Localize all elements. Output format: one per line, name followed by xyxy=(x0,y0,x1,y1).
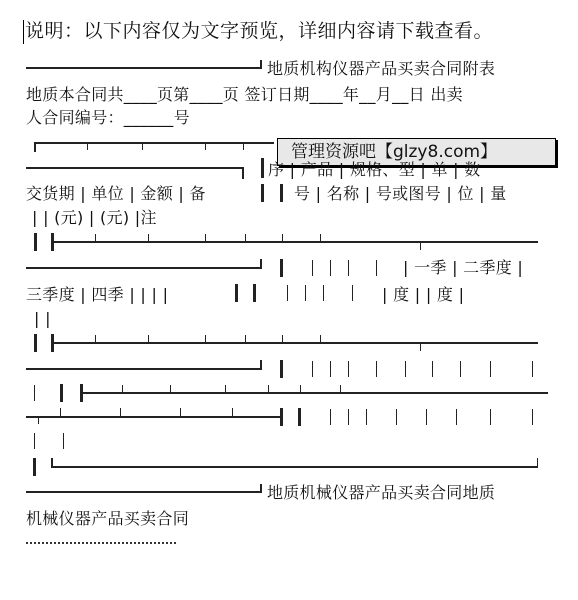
table-tick xyxy=(63,433,64,449)
table-units-row: | | (元) | (元) |注 xyxy=(32,208,157,227)
table-tick xyxy=(34,433,35,449)
table-tick xyxy=(205,234,206,242)
table-tick xyxy=(232,408,233,416)
table-tick xyxy=(95,234,96,242)
watermark-badge: 管理资源吧【glzy8.com】 xyxy=(277,138,556,166)
table-border xyxy=(51,466,538,468)
table-row-line xyxy=(53,241,538,243)
table-tick xyxy=(490,361,491,377)
table-border xyxy=(261,184,264,202)
table-tick xyxy=(405,361,406,377)
table-border xyxy=(280,259,283,277)
table-tick xyxy=(268,385,269,393)
table-tick xyxy=(366,409,367,425)
table-tick xyxy=(396,409,397,425)
dotted-leader xyxy=(26,542,176,544)
footer-title: 地质机械仪器产品买卖合同地质 xyxy=(267,483,496,502)
table-border xyxy=(33,458,36,476)
table-border xyxy=(280,408,283,426)
table-row-line xyxy=(26,368,262,370)
table-tick xyxy=(490,409,491,425)
table-row-line xyxy=(53,342,538,344)
table-tick xyxy=(312,260,313,276)
table-tick xyxy=(287,285,288,301)
table-tick xyxy=(243,142,244,150)
rule-line xyxy=(26,67,262,69)
table-tick xyxy=(87,142,88,150)
table-tick xyxy=(537,458,538,468)
table-tick xyxy=(245,335,246,343)
table-row-line xyxy=(26,416,282,418)
table-border xyxy=(34,334,37,352)
table-tick xyxy=(142,142,143,150)
table-tick xyxy=(282,335,283,343)
table-tick xyxy=(205,142,206,150)
quarters-header: | 一季 | 二季度 | xyxy=(403,258,524,277)
table-tick xyxy=(323,285,324,301)
table-tick xyxy=(225,385,226,393)
bars-row: | | xyxy=(34,309,51,328)
table-tick xyxy=(330,361,331,377)
table-tick xyxy=(376,260,377,276)
table-header-left: 交货期 | 单位 | 金额 | 备 xyxy=(26,184,206,203)
contract-number-line: 人合同编号：______号 xyxy=(26,108,190,127)
contract-info-line: 地质本合同共____页第____页 签订日期____年__月__日 出卖 xyxy=(26,85,463,104)
table-border xyxy=(34,142,36,152)
table-tick xyxy=(120,408,121,416)
table-tick xyxy=(148,335,149,343)
table-header-right: 序 | 产品 | 规格、型 | 单 | 数 xyxy=(268,160,481,179)
table-tick xyxy=(420,242,421,250)
footer-line: 机械仪器产品买卖合同 xyxy=(26,509,190,528)
table-header-right-2: 号 | 名称 | 号或图号 | 位 | 量 xyxy=(294,184,507,203)
table-tick xyxy=(300,385,301,393)
table-row-line xyxy=(82,392,548,394)
table-border xyxy=(253,284,256,302)
table-tick xyxy=(320,335,321,343)
table-tick xyxy=(205,335,206,343)
table-tick xyxy=(352,285,353,301)
table-border xyxy=(260,360,262,370)
table-tick xyxy=(95,335,96,343)
table-tick xyxy=(38,416,39,424)
table-tick xyxy=(420,343,421,351)
table-tick xyxy=(148,234,149,242)
table-tick xyxy=(432,361,433,377)
table-tick xyxy=(122,385,123,393)
table-tick xyxy=(245,234,246,242)
table-tick xyxy=(426,409,427,425)
table-tick xyxy=(312,361,313,377)
table-tick xyxy=(305,285,306,301)
table-border xyxy=(280,184,283,202)
table-tick xyxy=(340,385,341,393)
text-cursor xyxy=(23,20,24,44)
table-border xyxy=(280,360,283,378)
du-row: | 度 | | 度 | xyxy=(382,285,465,304)
rule-line xyxy=(260,60,262,69)
table-border xyxy=(34,142,274,144)
table-border xyxy=(26,167,244,169)
table-tick xyxy=(532,409,533,425)
download-notice: 说明：以下内容仅为文字预览，详细内容请下载查看。 xyxy=(25,20,494,42)
table-border xyxy=(242,167,244,179)
table-tick xyxy=(532,361,533,377)
table-tick xyxy=(60,408,61,416)
table-border xyxy=(261,158,264,178)
table-tick xyxy=(282,234,283,242)
table-tick xyxy=(460,361,461,377)
table-row-line xyxy=(26,267,262,269)
table-border xyxy=(60,384,63,402)
table-border xyxy=(235,284,238,302)
table-tick xyxy=(320,234,321,242)
table-border xyxy=(34,233,37,251)
table-tick xyxy=(34,385,35,401)
rule-line xyxy=(260,484,262,493)
appendix-title: 地质机构仪器产品买卖合同附表 xyxy=(267,59,496,78)
table-tick xyxy=(330,409,331,425)
table-tick xyxy=(330,260,331,276)
table-border xyxy=(298,408,301,426)
table-tick xyxy=(170,385,171,393)
table-tick xyxy=(456,409,457,425)
table-tick xyxy=(348,260,349,276)
quarters-header-2: 三季度 | 四季 | | | | xyxy=(26,285,169,304)
table-tick xyxy=(348,409,349,425)
table-border xyxy=(260,259,262,269)
table-tick xyxy=(180,408,181,416)
table-tick xyxy=(376,361,377,377)
rule-line xyxy=(26,491,262,493)
table-tick xyxy=(348,361,349,377)
